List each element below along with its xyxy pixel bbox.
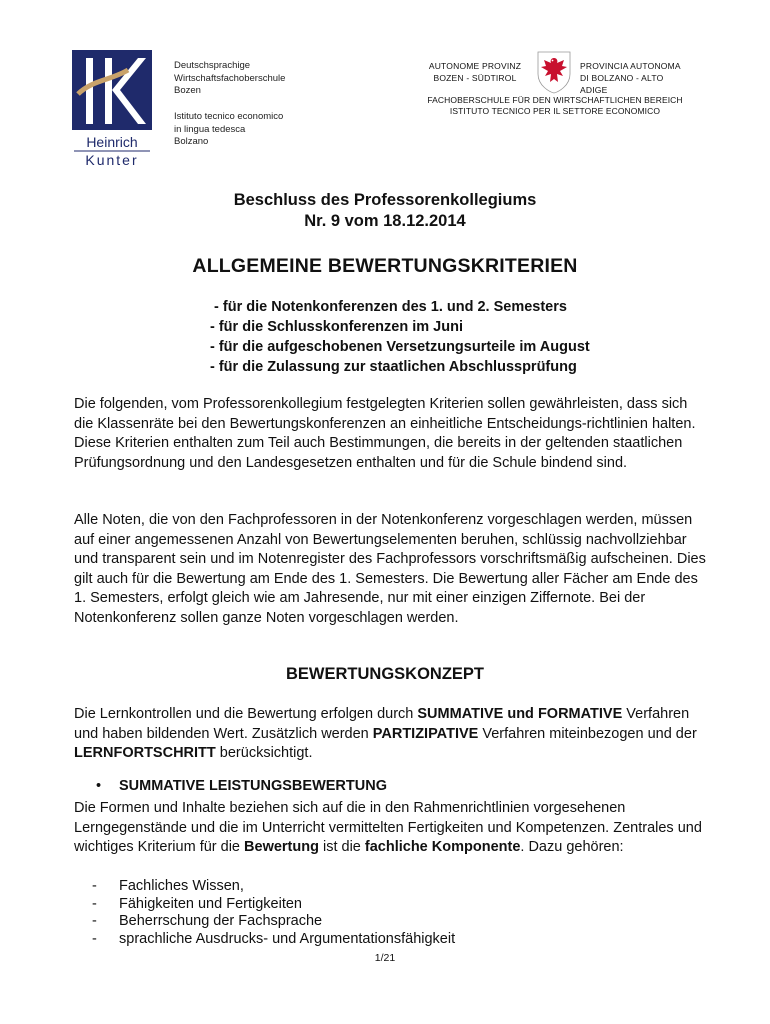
province-it-line: PROVINCIA AUTONOMA bbox=[580, 61, 681, 71]
page-number: 1/21 bbox=[374, 952, 396, 964]
text-run: Die Formen und Inhalte beziehen sich auf die in den Rahmenrichtlinien vorgesehenen Lerngegenstände und die im Unterricht vermittelten Fertigkeiten und Kompetenzen. Zentrales und wichtiges Kriterium für die bbox=[74, 800, 702, 856]
concept-paragraph bbox=[74, 705, 710, 764]
list-item: - für die Zulassung zur staatlichen Abschlussprüfung bbox=[210, 359, 577, 375]
list-item: - Fachliches Wissen, bbox=[92, 878, 244, 894]
list-item: - Beherrschung der Fachsprache bbox=[92, 913, 323, 929]
resolution-number: Nr. 9 vom 18.12.2014 bbox=[304, 212, 466, 230]
logo-name-line2: Kunter bbox=[85, 152, 139, 168]
school-it-line: Bolzano bbox=[174, 136, 209, 147]
page-title: ALLGEMEINE BEWERTUNGSKRITERIEN bbox=[192, 255, 578, 277]
bullet-icon: • bbox=[96, 778, 102, 794]
list-item-text: Fähigkeiten und Fertigkeiten bbox=[119, 895, 302, 912]
school-type bbox=[420, 95, 690, 117]
province-german bbox=[420, 60, 530, 84]
logo-name-line1: Heinrich bbox=[86, 134, 138, 150]
school-name-german bbox=[174, 60, 285, 98]
semester-list bbox=[210, 297, 590, 377]
list-item: - Fähigkeiten und Fertigkeiten bbox=[92, 895, 302, 912]
bold-text: PARTIZIPATIVE bbox=[372, 725, 479, 742]
bullet-heading: SUMMATIVE LEISTUNGSBEWERTUNG bbox=[119, 778, 387, 794]
list-item: - für die Notenkonferenzen des 1. und 2. Semesters bbox=[210, 299, 567, 315]
list-item: - für die Schlusskonferenzen im Juni bbox=[210, 319, 463, 335]
school-de-line: Wirtschaftsfachoberschule bbox=[174, 72, 286, 84]
list-item: - sprachliche Ausdrucks- und Argumentationsfähigkeit bbox=[92, 930, 456, 947]
text-run: Verfahren und haben bildenden Wert. Zusätzlich werden bbox=[74, 706, 690, 742]
intro-paragraph: Die folgenden, vom Professorenkollegium festgelegten Kriterien sollen gewährleisten, dass sich die Klassenräte bei den Bewertungskonferenzen an einheitliche Entscheidungs-richtlinien halten. Diese Kriterien enthalten zum Teil auch Bestimmungen, die bereits in der geltenden staatlichen Prüfungsordnung und den Landesgesetzen enthalten und für die Schule bindend sind. bbox=[74, 396, 696, 471]
component-list bbox=[92, 878, 455, 948]
text-run: berücksichtigt. bbox=[215, 745, 313, 762]
province-italian bbox=[580, 60, 690, 96]
school-name-italian bbox=[174, 111, 283, 149]
bold-text: SUMMATIVE und FORMATIVE bbox=[417, 706, 623, 722]
text-run: ist die bbox=[318, 839, 365, 856]
section-title: BEWERTUNGSKONZEPT bbox=[286, 665, 484, 683]
bold-text: fachliche Komponente bbox=[364, 839, 521, 856]
province-de-line: AUTONOME PROVINZ bbox=[428, 61, 522, 71]
text-run: Verfahren miteinbezogen und der bbox=[478, 725, 697, 742]
bold-text: Bewertung bbox=[244, 839, 319, 856]
school-de-line: Bozen bbox=[174, 85, 201, 96]
school-logo bbox=[72, 50, 152, 170]
school-type-line: FACHOBERSCHULE FÜR DEN WIRTSCHAFTLICHEN BEREICH bbox=[427, 95, 683, 105]
school-type-line: ISTITUTO TECNICO PER IL SETTORE ECONOMICO bbox=[449, 106, 661, 116]
list-item-text: Fachliches Wissen, bbox=[119, 878, 244, 894]
list-item: - für die aufgeschobenen Versetzungsurteile im August bbox=[210, 339, 590, 355]
province-de-line: BOZEN - SÜDTIROL bbox=[433, 73, 517, 83]
province-it-line: DI BOLZANO - ALTO ADIGE bbox=[580, 73, 664, 95]
resolution-title-line: Beschluss des Professorenkollegiums bbox=[233, 191, 537, 209]
bold-text: LERNFORTSCHRITT bbox=[74, 745, 216, 762]
resolution-title bbox=[0, 190, 770, 232]
school-de-line: Deutschsprachige bbox=[174, 60, 251, 71]
school-it-line: in lingua tedesca bbox=[174, 123, 246, 135]
text-run: Die Lernkontrollen und die Bewertung erfolgen durch bbox=[74, 706, 418, 722]
school-it-line: Istituto tecnico economico bbox=[174, 111, 284, 122]
grades-paragraph: Alle Noten, die von den Fachprofessoren in der Notenkonferenz vorgeschlagen werden, müssen auf einer angemessenen Anzahl von Bewertungselementen beruhen, schlüssig nachvollziehbar und transparent sein und im Notenregister des Fachprofessors vorschriftsmäßig aufscheinen. Dies gilt auch für die Bewertung am Ende des 1. Semesters. Die Bewertung aller Fächer am Ende des 1. Semesters, erfolgt gleich wie am Jahresende, nur mit einer einzigen Ziffernote. Bei der Notenkonferenz sollen ganze Noten vorgeschlagen werden. bbox=[74, 512, 706, 626]
list-item-text: Beherrschung der Fachsprache bbox=[119, 913, 323, 929]
eagle-coat-of-arms-icon bbox=[536, 50, 572, 94]
summative-paragraph bbox=[74, 799, 710, 858]
list-item-text: sprachliche Ausdrucks- und Argumentationsfähigkeit bbox=[119, 930, 456, 947]
text-run: . Dazu gehören: bbox=[520, 839, 624, 856]
